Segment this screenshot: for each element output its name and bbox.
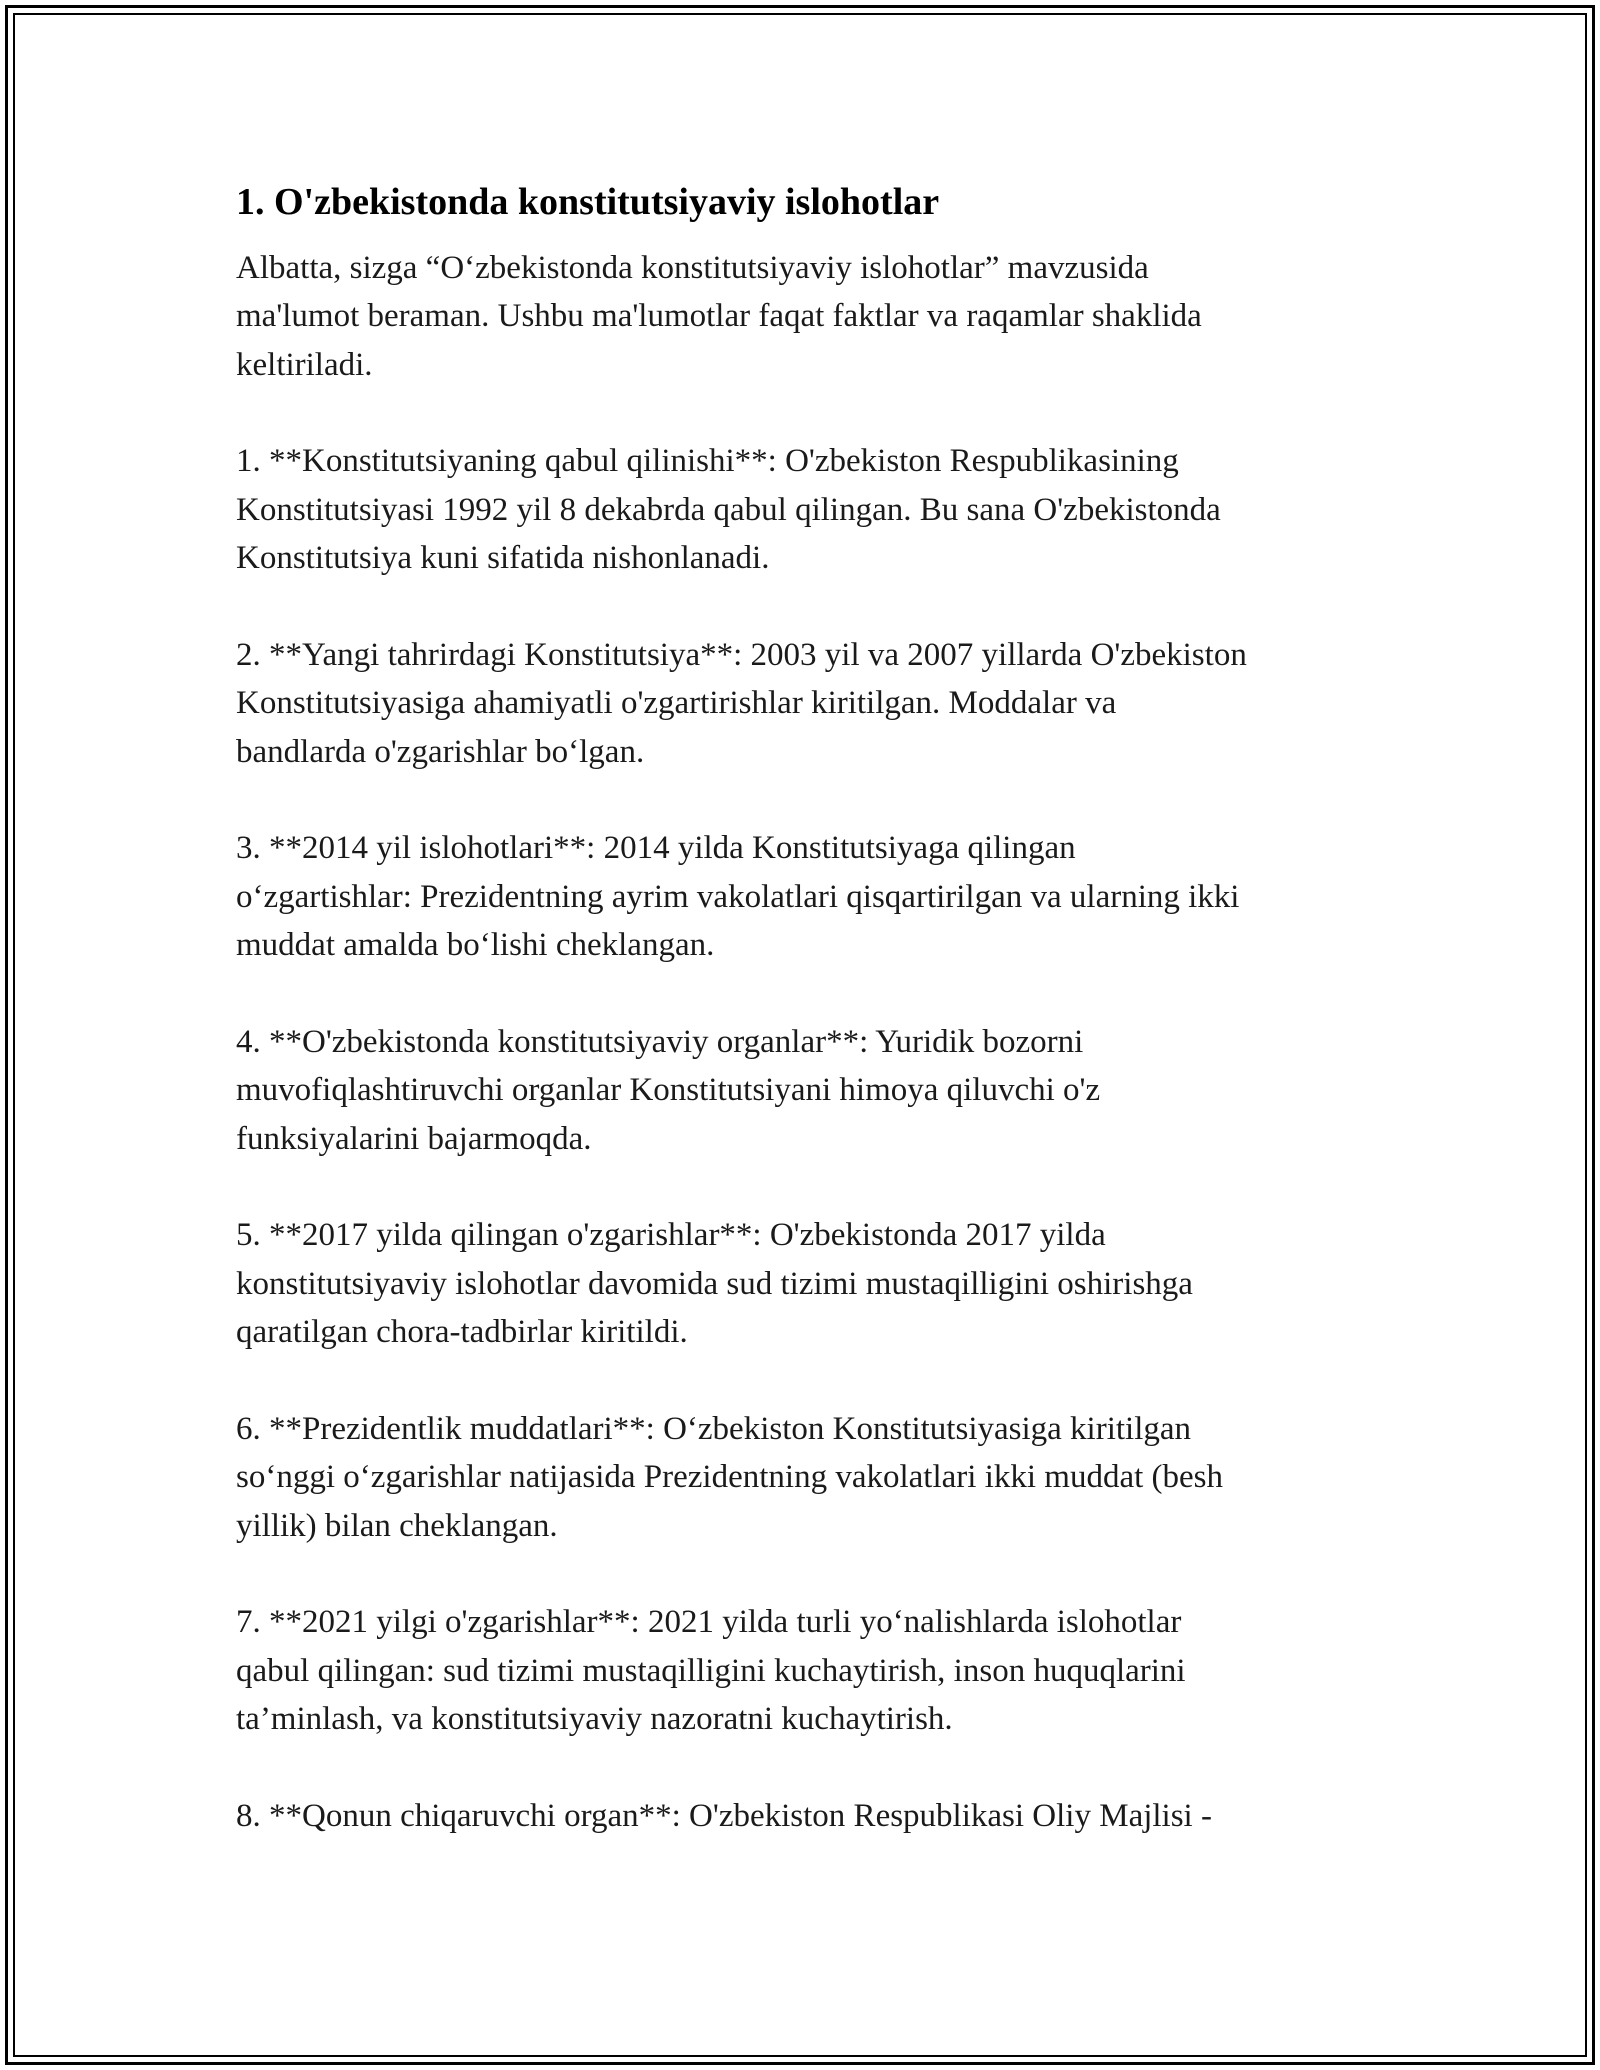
list-item-3: 3. **2014 yil islohotlari**: 2014 yilda Konstitutsiyaga qilingan o‘zgartishlar: Prezidentning ayrim vakolatlari qisqartirilgan va ularning ikki muddat amalda bo‘lishi cheklangan. [236, 830, 1240, 964]
list-item-8: 8. **Qonun chiqaruvchi organ**: O'zbekiston Respublikasi Oliy Majlisi - [236, 1797, 1212, 1834]
intro-paragraph: Albatta, sizga “O‘zbekistonda konstitutsiyaviy islohotlar” mavzusida ma'lumot beraman. Ushbu ma'lumotlar faqat faktlar va raqamlar shaklida keltiriladi. [236, 249, 1202, 383]
list-item-6: 6. **Prezidentlik muddatlari**: O‘zbekiston Konstitutsiyasiga kiritilgan so‘nggi o‘zgarishlar natijasida Prezidentning vakolatlari ikki muddat (besh yillik) bilan cheklangan. [236, 1410, 1223, 1544]
document-title: 1. O'zbekistonda konstitutsiyaviy islohotlar [236, 181, 940, 223]
list-item-1: 1. **Konstitutsiyaning qabul qilinishi**: O'zbekiston Respublikasining Konstitutsiyasi 1992 yil 8 dekabrda qabul qilingan. Bu sana O'zbekistonda Konstitutsiya kuni sifatida nishonlanadi. [236, 443, 1221, 577]
list-item-2: 2. **Yangi tahrirdagi Konstitutsiya**: 2003 yil va 2007 yillarda O'zbekiston Konstitutsiyasiga ahamiyatli o'zgartirishlar kiritilgan. Moddalar va bandlarda o'zgarishlar bo‘lgan. [236, 636, 1247, 770]
document-body [236, 180, 1376, 1840]
list-item-4: 4. **O'zbekistonda konstitutsiyaviy organlar**: Yuridik bozorni muvofiqlashtiruvchi organlar Konstitutsiyani himoya qiluvchi o'z funksiyalarini bajarmoqda. [236, 1023, 1101, 1157]
list-item-7: 7. **2021 yilgi o'zgarishlar**: 2021 yilda turli yo‘nalishlarda islohotlar qabul qilingan: sud tizimi mustaqilligini kuchaytirish, inson huquqlarini ta’minlash, va konstitutsiyaviy nazoratni kuchaytirish. [236, 1604, 1186, 1738]
list-item-5: 5. **2017 yilda qilingan o'zgarishlar**: O'zbekistonda 2017 yilda konstitutsiyaviy islohotlar davomida sud tizimi mustaqilligini oshirishga qaratilgan chora-tadbirlar kiritildi. [236, 1217, 1193, 1351]
